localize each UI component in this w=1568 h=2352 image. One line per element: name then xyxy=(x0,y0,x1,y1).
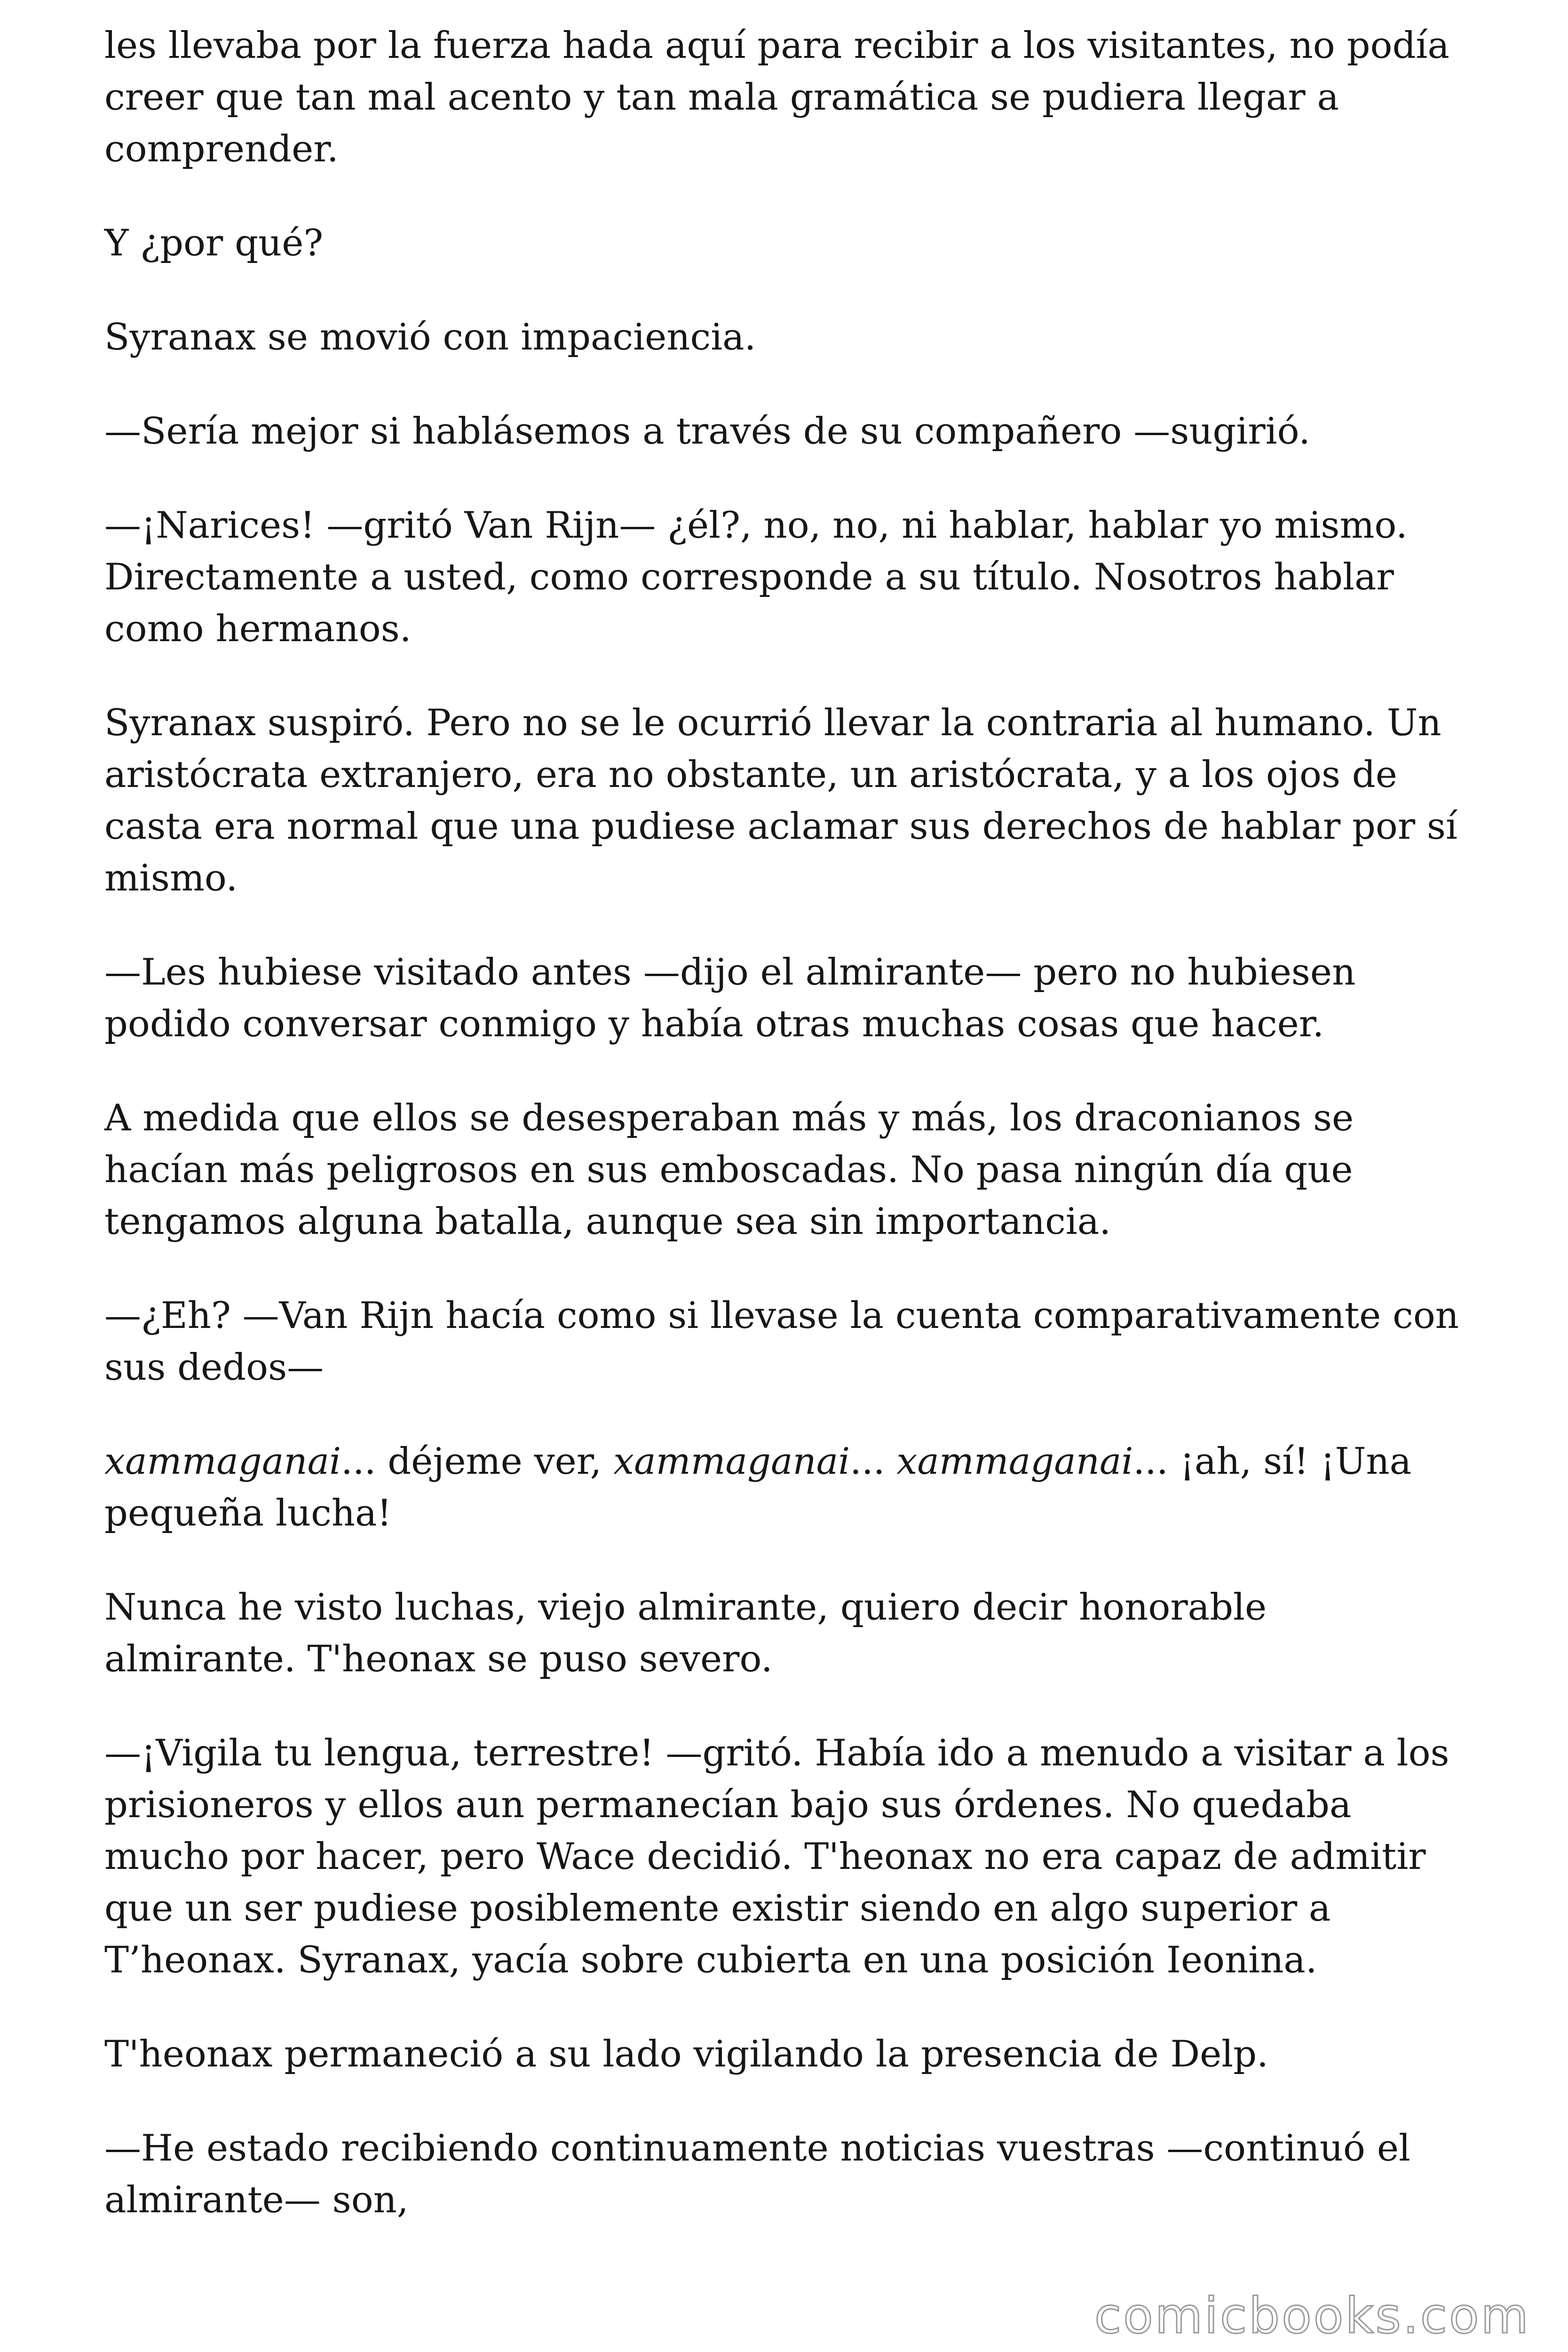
paragraph-9: —¿Eh? —Van Rijn hacía como si llevase la cuenta comparativamente con sus dedos— xyxy=(104,1295,1459,1389)
paragraph-2: Y ¿por qué? xyxy=(104,222,324,264)
italic-word: xammaganai xyxy=(613,1440,850,1483)
paragraph-11: Nunca he visto luchas, viejo almirante, quiero decir honorable almirante. T'heonax se puso severo. xyxy=(104,1586,1267,1680)
text-run: ... ¡ah, sí! ¡Una pequeña lucha! xyxy=(104,1440,1412,1534)
italic-word: xammaganai xyxy=(896,1440,1133,1483)
text-run: ... xyxy=(850,1440,897,1483)
body-text xyxy=(104,20,1468,2268)
paragraph-5: —¡Narices! —gritó Van Rijn— ¿él?, no, no, ni hablar, hablar yo mismo. Directamente a usted, como corresponde a su título. Nosotros hablar como hermanos. xyxy=(104,504,1408,650)
paragraph-10 xyxy=(104,1436,1468,1539)
italic-word: xammaganai xyxy=(104,1440,341,1483)
paragraph-3: Syranax se movió con impaciencia. xyxy=(104,316,756,358)
paragraph-12: —¡Vigila tu lengua, terrestre! —gritó. Había ido a menudo a visitar a los prisioneros y ellos aun permanecían bajo sus órdenes. No quedaba mucho por hacer, pero Wace decidió. T'heonax no era capaz de admitir que un ser pudiese posiblemente existir siendo en algo superior a T’heonax. Syranax, yacía sobre cubierta en una posición Ieonina. xyxy=(104,1732,1449,1981)
paragraph-8: A medida que ellos se desesperaban más y más, los draconianos se hacían más peligrosos en sus emboscadas. No pasa ningún día que tengamos alguna batalla, aunque sea sin importancia. xyxy=(104,1097,1354,1243)
paragraph-6: Syranax suspiró. Pero no se le ocurrió llevar la contraria al humano. Un aristócrata extranjero, era no obstante, un aristócrata, y a los ojos de casta era normal que una pudiese aclamar sus derechos de hablar por sí mismo. xyxy=(104,702,1457,899)
paragraph-1: les llevaba por la fuerza hada aquí para recibir a los visitantes, no podía creer que tan mal acento y tan mala gramática se pudiera llegar a comprender. xyxy=(104,24,1449,170)
text-run: ... déjeme ver, xyxy=(341,1440,614,1483)
paragraph-13: T'heonax permaneció a su lado vigilando la presencia de Delp. xyxy=(104,2033,1268,2075)
watermark: comicbooks.com xyxy=(1094,2287,1530,2344)
paragraph-7: —Les hubiese visitado antes —dijo el almirante— pero no hubiesen podido conversar conmigo y había otras muchas cosas que hacer. xyxy=(104,951,1356,1045)
paragraph-14: —He estado recibiendo continuamente noticias vuestras —continuó el almirante— son, xyxy=(104,2127,1410,2221)
paragraph-4: —Sería mejor si hablásemos a través de su compañero —sugirió. xyxy=(104,410,1310,453)
